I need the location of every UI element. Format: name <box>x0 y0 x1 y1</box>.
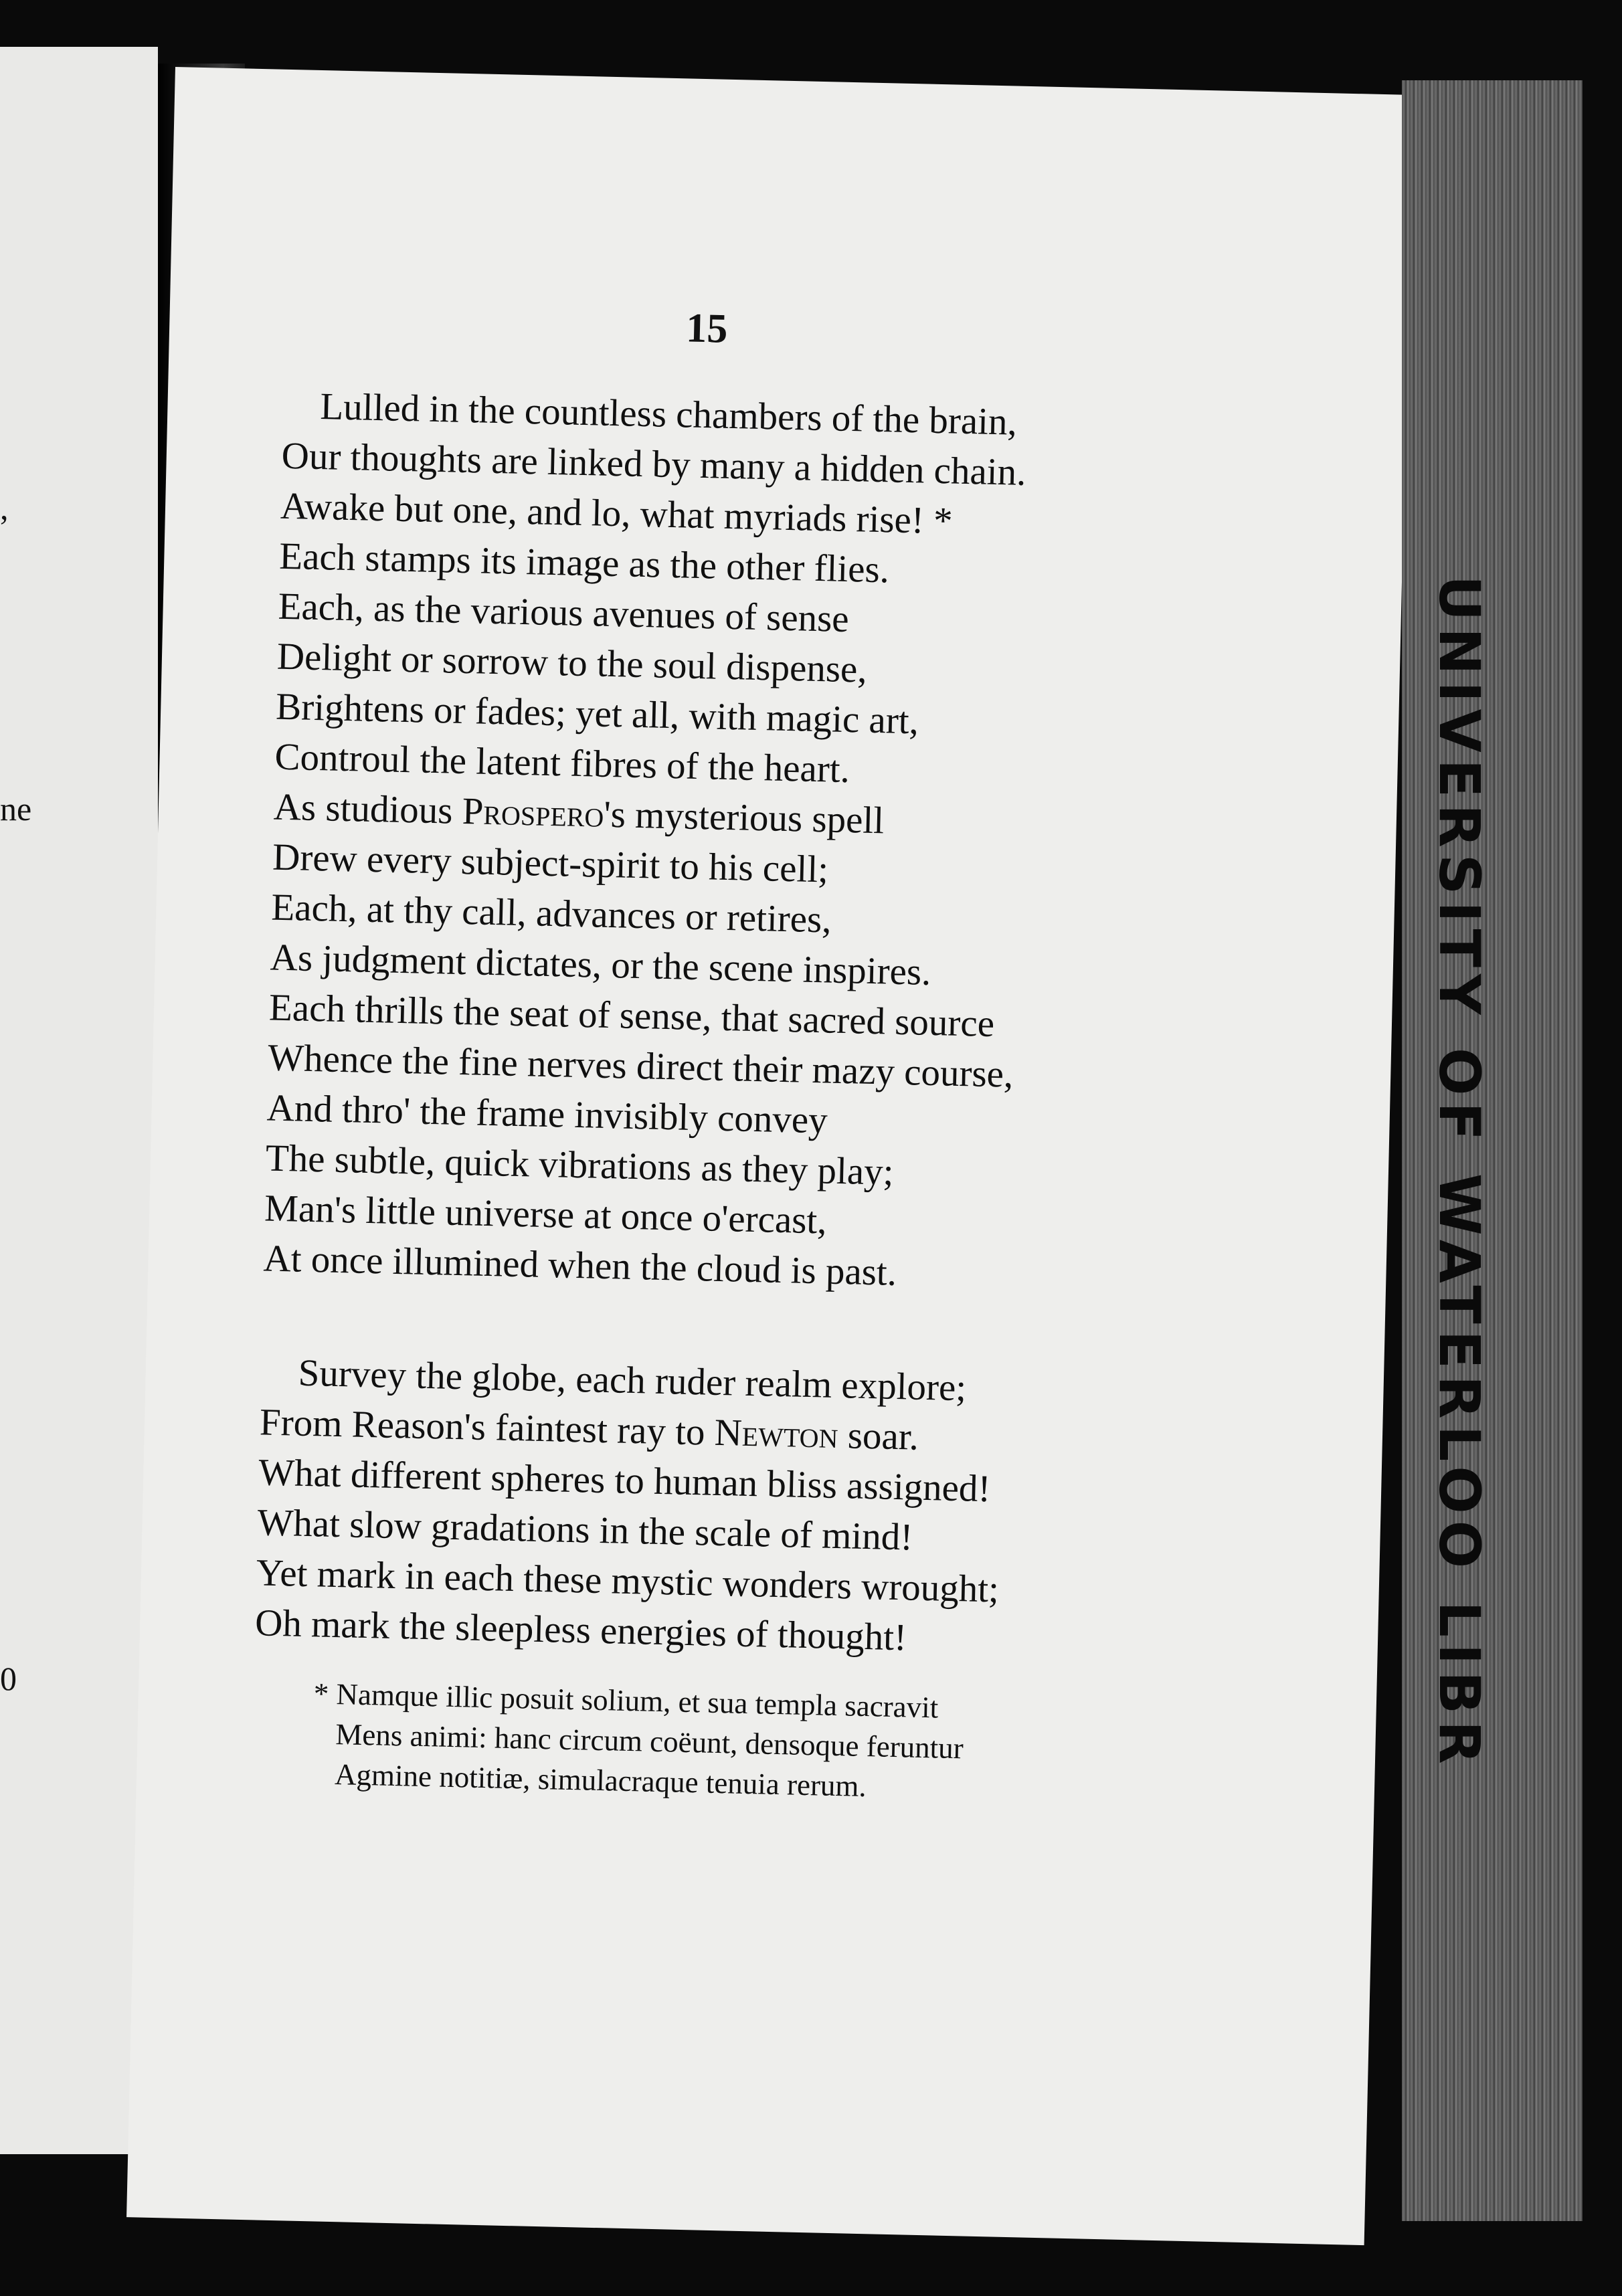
page-edge <box>1402 80 1583 2221</box>
verse-line: Whence the fine nerves direct their mazy course, <box>267 1036 1014 1096</box>
verse-line: Each thrills the seat of sense, that sacred source <box>268 986 995 1046</box>
facing-page <box>0 47 158 2154</box>
verse-line: As studious Prospero's mysterious spell <box>273 785 885 842</box>
verse-line: Controul the latent fibres of the heart. <box>274 735 850 791</box>
verse-line: Oh mark the sleepless energies of thought! <box>254 1602 907 1659</box>
verse-line: As judgment dictates, or the scene inspires. <box>270 936 932 993</box>
verse-line: Brightens or fades; yet all, with magic art, <box>275 685 919 743</box>
page-number: 15 <box>685 305 729 352</box>
verse-line: And thro' the frame invisibly convey <box>266 1086 828 1142</box>
facing-page-fragment: ne <box>0 790 32 828</box>
verse-line: Each stamps its image as the other flies. <box>278 535 890 591</box>
verse-line: Our thoughts are linked by many a hidden chain. <box>281 434 1027 494</box>
verse-line: Each, as the various avenues of sense <box>278 585 850 641</box>
footnote-line: Agmine notitiæ, simulacraque tenuia rerum. <box>334 1757 867 1804</box>
facing-page-fragment: 0 <box>0 1660 17 1697</box>
verse-line: Survey the globe, each ruder realm explore; <box>298 1351 967 1410</box>
verse-line: What slow gradations in the scale of mind! <box>256 1501 913 1559</box>
verse-line: The subtle, quick vibrations as they play; <box>265 1137 895 1193</box>
verse-line: Awake but one, and lo, what myriads rise! * <box>280 484 954 543</box>
verse-line: Each, at thy call, advances or retires, <box>270 886 832 941</box>
library-stamp: UNIVERSITY OF WATERLOO LIBR <box>1427 575 1492 1771</box>
footnote-line: Mens animi: hanc circum coëunt, densoque feruntur <box>335 1717 964 1765</box>
verse-line: Lulled in the countless chambers of the brain, <box>319 385 1018 444</box>
verse-line: Man's little universe at once o'ercast, <box>264 1187 828 1242</box>
verse-line: Yet mark in each these mystic wonders wrought; <box>256 1551 1000 1611</box>
facing-page-fragment: , <box>0 489 9 527</box>
book-page <box>126 67 1413 2245</box>
footnote-line: * Namque illic posuit solium, et sua templa sacravit <box>313 1677 939 1725</box>
verse-line: Drew every subject-spirit to his cell; <box>272 836 829 891</box>
verse-line: What different spheres to human bliss assigned! <box>258 1451 992 1511</box>
verse-line: Delight or sorrow to the soul dispense, <box>276 635 868 691</box>
verse-line: From Reason's faintest ray to Newton soar. <box>259 1401 919 1458</box>
verse-line: At once illumined when the cloud is past. <box>262 1237 897 1294</box>
